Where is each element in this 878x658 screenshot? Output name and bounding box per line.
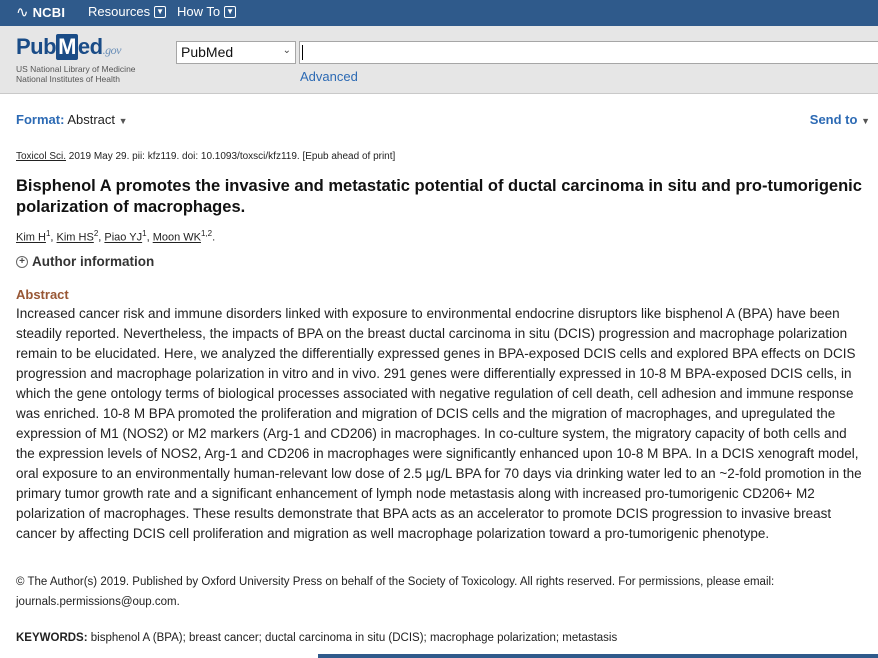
author-link[interactable]: Kim H [16, 231, 46, 244]
send-to-menu[interactable] [810, 112, 870, 127]
citation-line [16, 151, 395, 162]
author-affiliation: 2 [93, 229, 99, 238]
how-to-menu[interactable] [177, 4, 236, 19]
author-link[interactable]: Piao YJ [104, 231, 143, 244]
caret-down-icon: ▼ [118, 116, 128, 126]
author-affiliation: 1 [45, 229, 51, 238]
logo-gov-text: .gov [102, 43, 121, 57]
ncbi-brand-label: NCBI [32, 4, 66, 20]
database-select-value: PubMed [181, 44, 234, 60]
author-link[interactable]: Kim HS [56, 231, 94, 244]
caret-down-icon: ▼ [861, 116, 870, 126]
resources-menu-label: Resources [88, 4, 151, 19]
author-link[interactable]: Moon WK [152, 231, 201, 244]
article-title: Bisphenol A promotes the invasive and metastatic potential of ductal carcinoma in situ and pro-tumorigenic polarization of macrophages. [16, 177, 862, 216]
keywords-line [16, 632, 617, 644]
chevron-down-icon: ▼ [154, 6, 166, 18]
format-value: Abstract [67, 112, 115, 127]
ncbi-top-bar [0, 0, 878, 26]
format-selector[interactable]: Format: Abstract ▼ [16, 112, 128, 127]
author-list: Kim $H^1$, Kim $HS^2$, Piao $YJ^1$, Moon WK$^{1,2}$. [16, 229, 216, 244]
copyright-notice: © The Author(s) 2019. Published by Oxford University Press on behalf of the Society of Toxicology. All rights reserved. For permissions, please email: journals.permissions@oup.com. [16, 576, 775, 608]
search-input[interactable] [299, 41, 878, 64]
nlm-caption [16, 64, 136, 84]
logo-ed-text: ed [77, 34, 103, 59]
database-select[interactable] [176, 41, 296, 64]
abstract-text: Increased cancer risk and immune disorders linked with exposure to environmental endocrine disruptors like bisphenol A (BPA) have been steadily reported. Nevertheless, the impacts of BPA on the breast ductal carcinoma in situ (DCIS) progression and macrophage polarization remain to be elucidated. Here, we analyzed the differentially expressed genes in BPA-exposed DCIS cells and explored BPA effects on DCIS progression and macrophage polarization in vitro and in vivo. 291 genes were differentially expressed in 10-8 M BPA-exposed DCIS cells, in which the gene ontology terms of biological processes associated with negative regulation of cell death, cell adhesion and immune response was enriched. 10-8 M BPA promoted the proliferation and migration of DCIS cells and the migration of macrophages, and upregulated the expression of M1 (NOS2) or M2 markers (Arg-1 and CD206) in macrophages. In co-culture system, the migratory capacity of both cells and the expression levels of NOS2, Arg-1 and CD206 in macrophages were significantly enhanced upon 10-8 M BPA. In a DCIS xenograft model, oral exposure to an environmentally human-relevant low dose of 2.5 μg/L BPA for 70 days via drinking water led to an ~2-fold promotion in the primary tumor growth rate and a significant enhancement of lymph node metastasis along with increased pro-tumorigenic CD206+ M2 polarization of macrophages. These results demonstrate that BPA acts as an accelerator to promote DCIS progression to invasive breast cancer by affecting DCIS cell proliferation and migration as well macrophage polarization toward a pro-tumorigenic phenotype. [16, 306, 862, 541]
resources-menu[interactable] [88, 4, 166, 19]
nlm-line-2: National Institutes of Health [16, 74, 120, 84]
abstract-heading: Abstract [16, 287, 69, 302]
author-information-toggle[interactable] [16, 254, 154, 269]
keywords-label: KEYWORDS: [16, 632, 88, 644]
citation-details: 2019 May 29. pii: kfz119. doi: 10.1093/toxsci/kfz119. [Epub ahead of print] [66, 151, 396, 162]
ncbi-logo[interactable] [16, 4, 65, 20]
journal-link[interactable]: Toxicol Sci. [16, 151, 67, 162]
logo-m-text: M [58, 34, 76, 59]
pubmed-logo[interactable] [16, 34, 121, 60]
author-affiliation: 1,2 [200, 229, 213, 238]
text-caret [302, 45, 303, 60]
author-information-label: Author information [32, 254, 155, 269]
logo-pub-text: Pub [16, 34, 57, 59]
pubmed-header [0, 26, 878, 94]
expand-plus-icon: + [16, 256, 28, 268]
dna-helix-icon: ∿ [16, 3, 29, 21]
bottom-scroll-strip [318, 654, 878, 658]
send-to-label: Send to [809, 112, 858, 127]
chevron-down-icon: ⌄ [282, 45, 291, 56]
nlm-line-1: US National Library of Medicine [16, 64, 136, 74]
format-label: Format [16, 112, 61, 127]
chevron-down-icon: ▼ [224, 6, 236, 18]
how-to-menu-label: How To [177, 4, 221, 19]
keywords-list: bisphenol A (BPA); breast cancer; ductal carcinoma in situ (DCIS); macrophage polarization; metastasis [87, 632, 618, 644]
author-affiliation: 1 [142, 229, 147, 238]
advanced-search-link[interactable]: Advanced [300, 69, 358, 84]
